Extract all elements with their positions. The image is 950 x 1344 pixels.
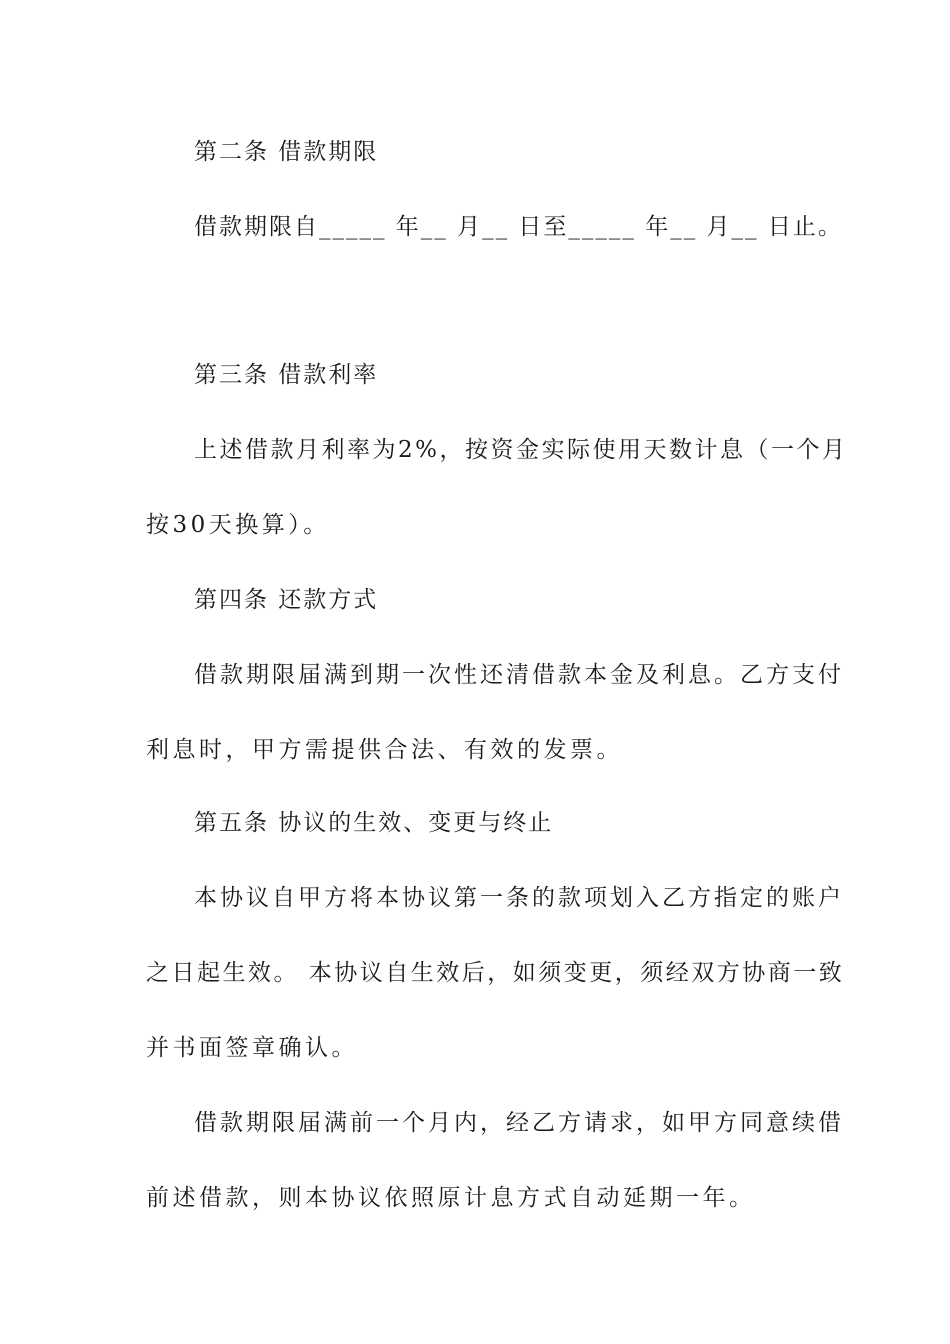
article-3-heading: 第三条 借款利率 — [194, 362, 379, 388]
article-4-text-line-1: 借款期限届满到期一次性还清借款本金及利息。乙方支付 — [194, 662, 844, 688]
article-4-text-line-2: 利息时，甲方需提供合法、有效的发票。 — [146, 737, 623, 763]
article-2-text: 借款期限自_____ 年__ 月__ 日至_____ 年__ 月__ 日止。 — [194, 214, 843, 240]
article-4-heading: 第四条 还款方式 — [194, 587, 379, 613]
article-5-text-line-2: 之日起生效。 本协议自生效后，如须变更，须经双方协商一致 — [146, 960, 845, 986]
article-5-para-2-line-2: 前述借款，则本协议依照原计息方式自动延期一年。 — [146, 1185, 756, 1211]
article-3-text-line-2: 按30天换算）。 — [146, 512, 330, 538]
article-5-text-line-3: 并书面签章确认。 — [146, 1035, 358, 1061]
article-3-text-line-1: 上述借款月利率为2%，按资金实际使用天数计息（一个月 — [194, 437, 848, 463]
article-5-para-2-line-1: 借款期限届满前一个月内，经乙方请求，如甲方同意续借 — [194, 1110, 844, 1136]
article-5-text-line-1: 本协议自甲方将本协议第一条的款项划入乙方指定的账户 — [194, 885, 844, 911]
article-2-heading: 第二条 借款期限 — [194, 139, 379, 165]
article-5-heading: 第五条 协议的生效、变更与终止 — [194, 810, 554, 836]
